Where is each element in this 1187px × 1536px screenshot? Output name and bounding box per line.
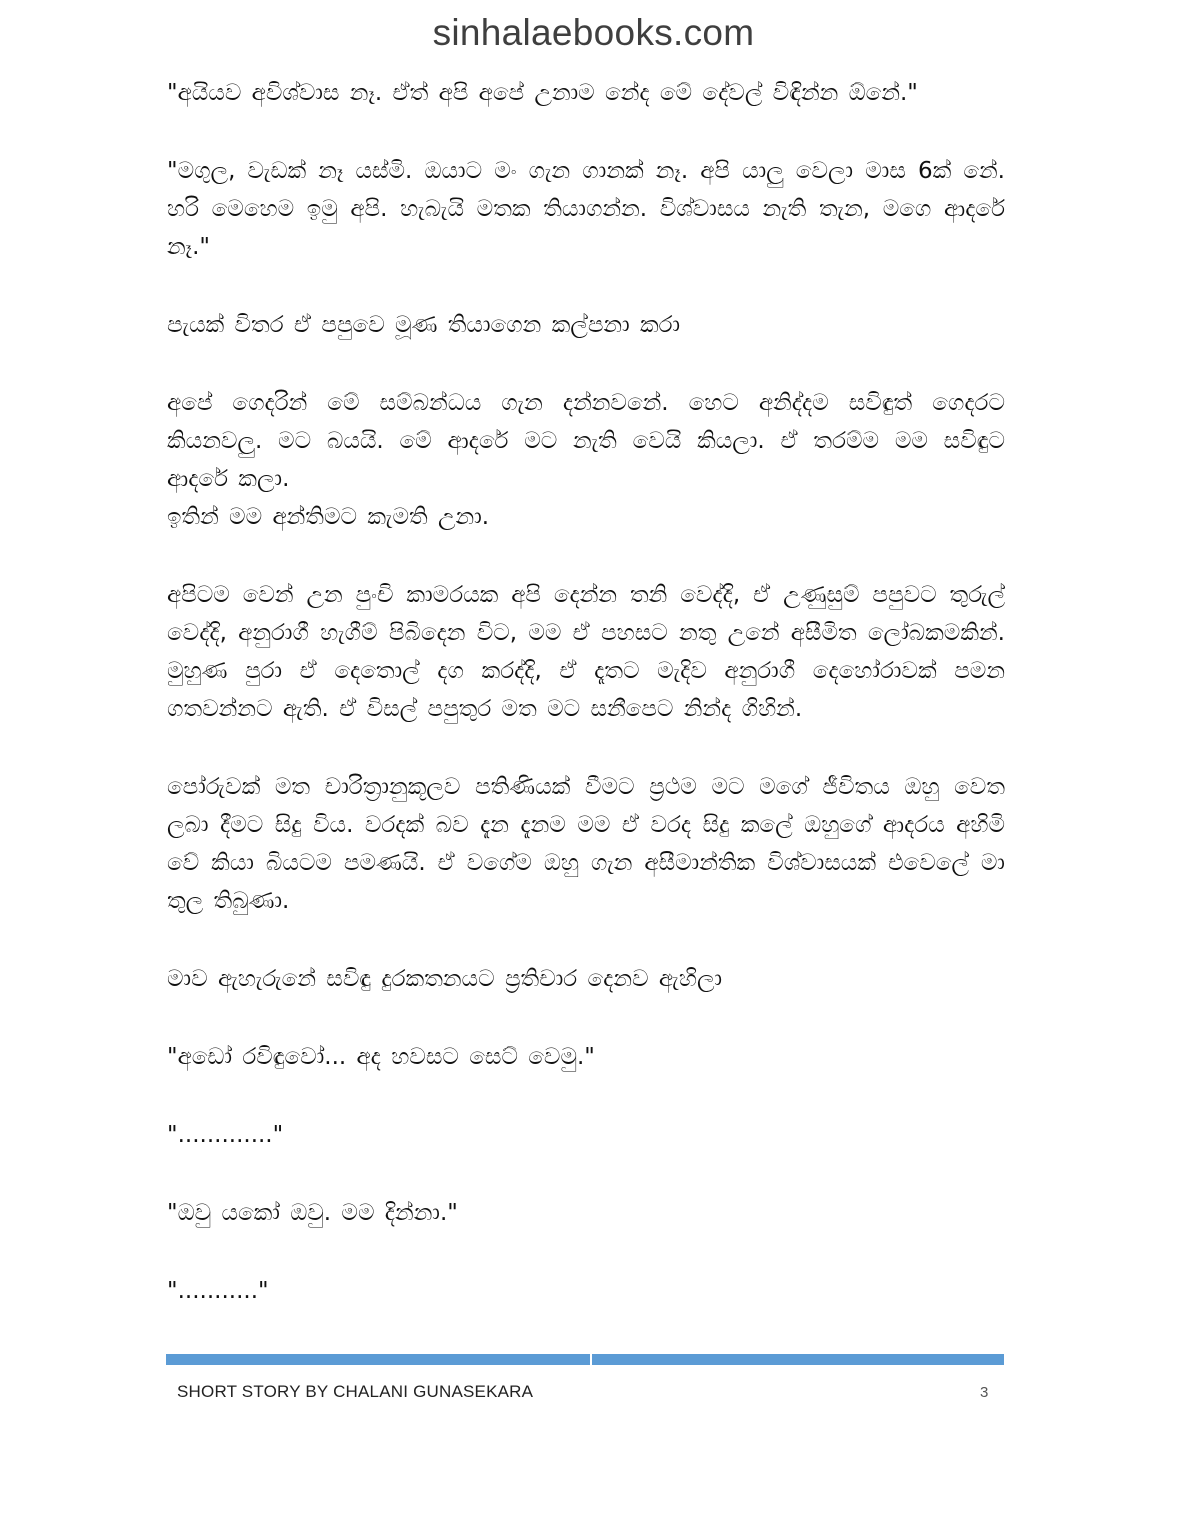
dialogue-line-1: "අඩෝ රවිඳුවෝ... අද හවසට සෙට් වෙමු." bbox=[167, 1044, 595, 1070]
story-paragraph-7: පෝරුවක් මත චාරිත්‍රානුකූලව පතිණියක් වීමට ප්‍රථම මට මගේ ජීවිතය ඔහු වෙත ලබා දීමට සිදු විය. වරදක් බව දැන දැනම මම ඒ වරද සිදු කලේ ඔහුගේ ආදරය අහිමි වේ කියා බියටම පමණයි. ඒ වගේම ඔහු ගැන අසීමාන්තික විශ්වාසයක් එවෙලේ මා තුල තිබුණා. bbox=[167, 774, 1005, 914]
site-watermark: sinhalaebooks.com bbox=[432, 12, 755, 53]
story-paragraph-6: අපිටම වෙන් උන පුංචි කාමරයක අපි දෙන්න තනි වෙද්දි, ඒ උණුසුම් පපුවට තුරුල් වෙද්දි, අනුරාගී හැගීම් පිබිදෙන විට, මම ඒ පහසට නතු උනේ අසීමිත ලෝබකමකින්. මුහුණ පුරා ඒ දෙතොල් දග කරද්දි, ඒ දෑතට මැදිව අනුරාගී දෙහෝරාවක් පමන ගතවන්නට ඇති. ඒ විසල් පපුතුර මත මට සනීපෙට නින්ද ගිහින්. bbox=[167, 582, 1005, 722]
story-paragraph-8: මාව ඇහැරුනේ සවිඳු දුරකතනයට ප්‍රතිචාර දෙනව ඇහිලා bbox=[167, 966, 723, 992]
story-paragraph-3: පැයක් විතර ඒ පපුවෙ මූණ තියාගෙන කල්පනා කරා bbox=[167, 312, 681, 338]
dialogue-line-2: "............." bbox=[167, 1122, 284, 1148]
story-paragraph-4: අපේ ගෙදරින් මේ සම්බන්ධය ගැන දන්නවනේ. හෙට අනිද්දම සවිඳුත් ගෙදරට කියනවලු. මට බයයි. මේ ආදරේ මට නැති වෙයි කියලා. ඒ තරම්ම මම සවිඳුට ආදරේ කලා. bbox=[167, 390, 1005, 492]
story-body bbox=[167, 74, 1005, 1350]
dialogue-line-4: "..........." bbox=[167, 1278, 269, 1304]
dialogue-line-3: "ඔවු යකෝ ඔවු. මම දින්නා." bbox=[167, 1200, 458, 1226]
story-paragraph-5: ඉතින් මම අන්තිමට කැමති උනා. bbox=[167, 504, 490, 530]
story-paragraph-2: "මගුල, වැඩක් නෑ යස්මි. ඔයාට මං ගැන ගානක් නෑ. අපි යාලු වෙලා මාස 6ක් නේ. හරි මෙහෙම ඉමු අපි. හැබැයි මතක තියාගන්න. විශ්වාසය නැති තැන, මගෙ ආදරේ නෑ." bbox=[167, 158, 1005, 260]
page-number: 3 bbox=[980, 1384, 989, 1401]
footer-author-line: SHORT STORY BY CHALANI GUNASEKARA bbox=[177, 1382, 534, 1401]
footer-divider-bar bbox=[166, 1354, 1004, 1365]
story-paragraph-1: "අයියව අවිශ්වාස නෑ. ඒත් අපි අපේ උනාම නේද මේ දේවල් විඳින්න ඕනේ." bbox=[167, 80, 918, 106]
